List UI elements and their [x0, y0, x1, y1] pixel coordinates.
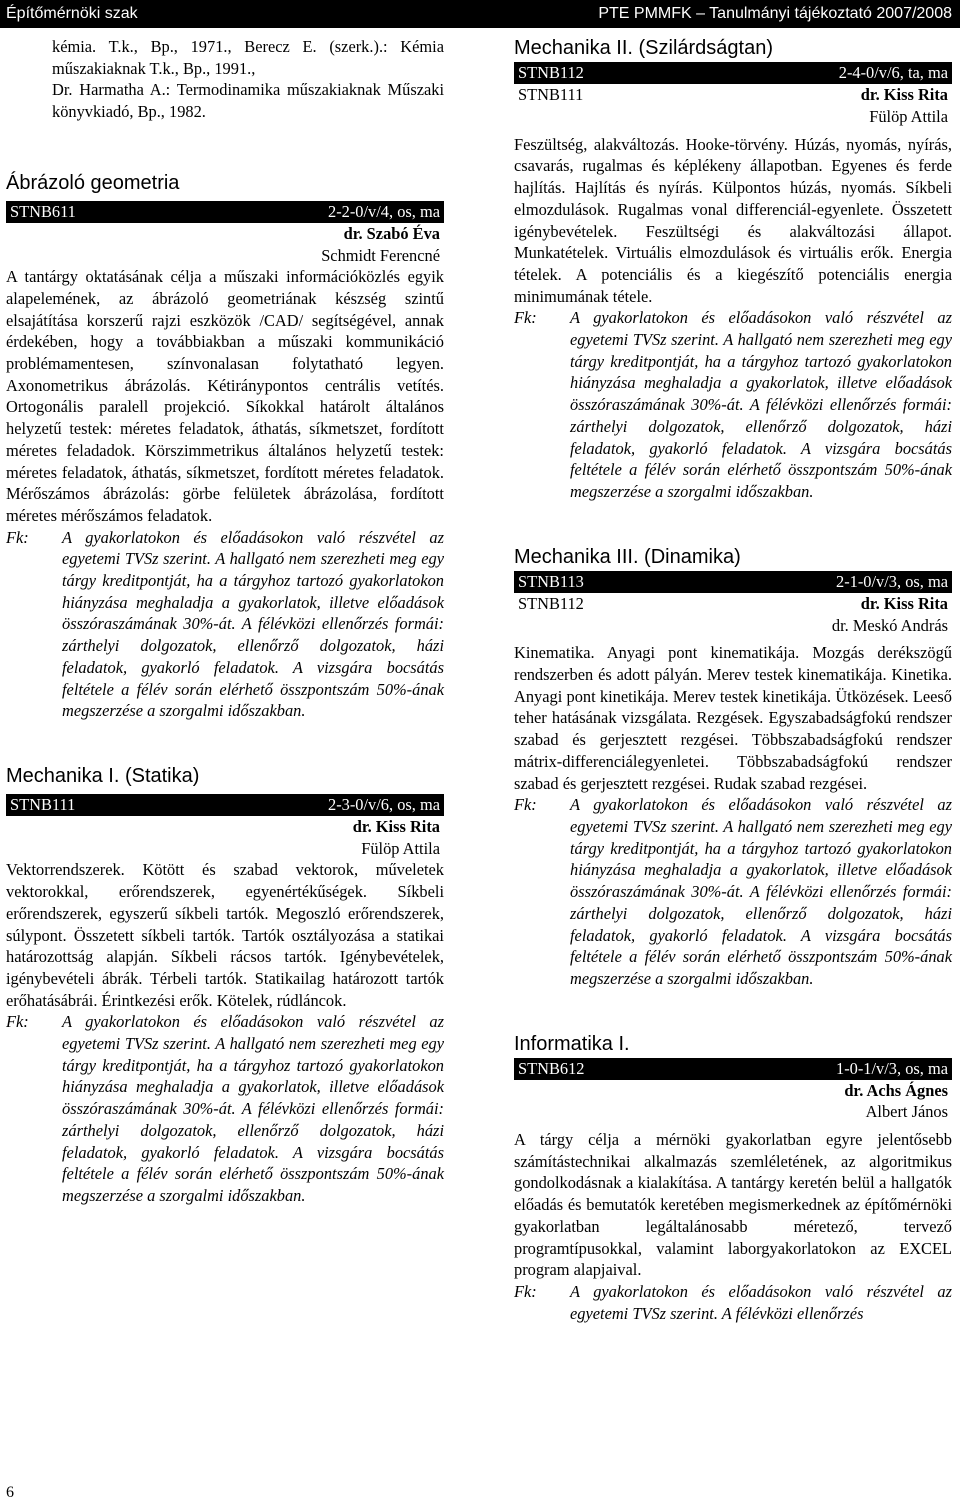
course-lecturer: dr. Kiss Rita: [352, 816, 440, 836]
requirements-label: Fk:: [514, 308, 537, 328]
right-column: [514, 36, 952, 1324]
requirements-text: A gyakorlatokon és előadásokon való részvétel az egyetemi TVSz szerint. A hallgató nem szerezheti meg egy tárgy kreditpontját, ha a tárgyhoz tartozó gyakorlatokon hiányzása meghaladja a gyakorlatok, illetve előadások összóraszámának 30%-át. A félévközi ellenőrzés formái: zárthelyi dolgozatok, ellenőrző dolgozatok, házi feladatok, gyakorló feladatok. A vizsgára bocsátás feltétele a félév során elérhető összpontszám 50%-ának megszerzése a szorgalmi időszakban.: [570, 308, 952, 501]
course-description: Kinematika. Anyagi pont kinematikája. Mozgás derékszögű rendszerben és adott pályán. Merev testek kinematikája. Kinetika. Anyagi pont kinetikája. Merev testek kinetikája. Ütközések. Leeső teher hatásának vizsgálata. Rezgések. Egyszabadságfokú rendszer szabad és gerjesztett rezgései. Többszabadságfokú rendszer mátrix-differenciálegyenletei. Többszabadságfokú rendszer szabad és gerjesztett rezgései. Rudak szabad rezgései.: [514, 643, 952, 793]
course-lecturer: dr. Szabó Éva: [343, 223, 440, 243]
course-code-bar: [514, 571, 952, 593]
page-number: 6: [6, 1484, 14, 1501]
course-requirements: [6, 527, 444, 722]
course-instructor: Fülöp Attila: [361, 838, 440, 858]
course-code: STNB113: [518, 571, 584, 591]
course-requirements: [6, 1011, 444, 1206]
course-lecturer: dr. Kiss Rita: [860, 593, 948, 613]
course-code-bar: [514, 1058, 952, 1080]
course-title: Mechanika III. (Dinamika): [514, 545, 741, 568]
course-instructor: Fülöp Attila: [869, 107, 948, 126]
course-lecturer: dr. Achs Ágnes: [844, 1080, 948, 1100]
header-left: Építőmérnöki szak: [6, 5, 138, 22]
course-description: Vektorrendszerek. Kötött és szabad vektorok, műveletek vektorokkal, erőrendszerek, egyenértékűségek. Síkbeli erőrendszerek, egyszerű síkbeli tartók. Megoszló erőrendszerek, súlypont. Összetett síkbeli tartók. Tartók osztályozása a statikai határozottság alapján. Síkbeli rácsos tartók. Igénybevételek, igénybevételi ábrák. Térbeli tartók. Statikailag határozott tartók erőhatásábrái. Érintkezési erők. Kötelek, rúdláncok.: [6, 860, 444, 1010]
course-code: STNB111: [10, 794, 76, 814]
course-prereq-row: [514, 593, 952, 615]
course-mechanika-2: [514, 36, 952, 503]
course-credits: 1-0-1/v/3, os, ma: [836, 1058, 948, 1078]
course-requirements: [514, 1281, 952, 1324]
course-code-bar: [6, 794, 444, 816]
course-credits: 2-2-0/v/4, os, ma: [328, 201, 440, 221]
course-abrazolo-geometria: [6, 171, 444, 722]
reference-item: kémia. T.k., Bp., 1971., Berecz E. (szerk.).: Kémia műszakiaknak T.k., Bp., 1991.,: [52, 37, 444, 78]
requirements-label: Fk:: [6, 1012, 29, 1032]
course-informatika-1: [514, 1032, 952, 1325]
course-title: Mechanika I. (Statika): [6, 764, 200, 787]
course-code: STNB611: [10, 201, 76, 221]
reference-list: [6, 36, 444, 123]
course-code-bar: [514, 62, 952, 84]
reference-item: Dr. Harmatha A.: Termodinamika műszakiaknak Műszaki könyvkiadó, Bp., 1982.: [52, 80, 444, 122]
requirements-text: A gyakorlatokon és előadásokon való részvétel az egyetemi TVSz szerint. A hallgató nem szerezheti meg egy tárgy kreditpontját, ha a tárgyhoz tartozó gyakorlatokon hiányzása meghaladja a gyakorlatok, illetve előadások összóraszámának 30%-át. A félévközi ellenőrzés formái: zárthelyi dolgozatok, ellenőrző dolgozatok, házi feladatok, gyakorló feladatok. A vizsgára bocsátás feltétele a félév során elérhető összpontszám 50%-ának megszerzése a szorgalmi időszakban.: [62, 1012, 444, 1205]
left-column: [6, 36, 444, 1207]
course-title: Informatika I.: [514, 1032, 630, 1055]
course-credits: 2-1-0/v/3, os, ma: [836, 571, 948, 591]
course-credits: 2-4-0/v/6, ta, ma: [838, 63, 948, 82]
requirements-text: A gyakorlatokon és előadásokon való részvétel az egyetemi TVSz szerint. A félévközi ellenőrzés: [570, 1281, 952, 1323]
course-instructor: dr. Meskó András: [831, 615, 948, 635]
requirements-text: A gyakorlatokon és előadásokon való részvétel az egyetemi TVSz szerint. A hallgató nem szerezheti meg egy tárgy kreditpontját, ha a tárgyhoz tartozó gyakorlatokon hiányzása meghaladja a gyakorlatok, illetve előadások összóraszámának 30%-át. A félévközi ellenőrzés formái: zárthelyi dolgozatok, ellenőrző dolgozatok, házi feladatok, gyakorló feladatok. A vizsgára bocsátás feltétele a félév során elérhető összpontszám 50%-ának megszerzése a szorgalmi időszakban.: [570, 795, 952, 988]
course-description: Feszültség, alakváltozás. Hooke-törvény. Húzás, nyomás, nyírás, csavarás, rugalmas és képlékeny állapotban. Egyenes és ferde hajlítás. Hajlítás és nyírás. Külpontos húzás, nyomás. Síkbeli elmozdulások. Rugalmas vonal differenciál-egyenlete. Összetett igénybevételek. Feszültségi és alakváltozási állapot. Munkatételek. Virtuális elmozdulások és virtuális erők. Energia tételek. A potenciális és a kiegészítő potenciális energia minimumának tétele.: [514, 134, 952, 306]
course-requirements: [514, 794, 952, 989]
course-lecturer: dr. Kiss Rita: [860, 85, 948, 104]
course-credits: 2-3-0/v/6, os, ma: [328, 794, 440, 814]
page-header: [0, 0, 960, 28]
course-code-bar: [6, 201, 444, 223]
course-requirements: [514, 307, 952, 502]
course-prereq-row: [514, 84, 952, 106]
course-prerequisite: STNB112: [518, 593, 584, 613]
requirements-label: Fk:: [514, 1281, 537, 1301]
course-title: Mechanika II. (Szilárdságtan): [514, 37, 774, 59]
course-description: A tantárgy oktatásának célja a műszaki információközlés egyik alapelemének, az ábrázoló geometriának készség szintű elsajátítása korszerű rajzi eszközök /CAD/ segítségével, annak érdekében, hogy a továbbiakban a műszaki kommunikáció problémamentesen, színvonalasan folytatható legyen. Axonometrikus ábrázolás. Kétiránypontos centrális vetítés. Ortogonális paralell projekció. Síkokkal határolt általános helyzetű testek: méretes feladatok, áthatás, síkmetszet, fordított méretes feladadok. Körszimmetrikus általános helyzetű testek: méretes feladatok, áthatás, síkmetszet, fordított méretes feladatok. Mérőszámos ábrázolás: görbe felületek ábrázolása, fordított méretes mérőszámos feladatok.: [6, 267, 444, 525]
course-description: A tárgy célja a mérnöki gyakorlatban egyre jelentősebb számítástechnikai alkalmazás szemléletének, az algoritmikus gondolkodásnak a kialakítása. A tantárgy keretén belül a hallgatók előadás és bemutatók keretében megismerkednek az építőmérnöki gyakorlatban legáltalánosabb méretező, tervező programtípusokkal, valamint laborgyakorlatokon az EXCEL program alapjaival.: [514, 1130, 952, 1280]
requirements-label: Fk:: [6, 527, 29, 547]
course-code: STNB612: [518, 1058, 585, 1078]
course-mechanika-1: [6, 764, 444, 1207]
requirements-label: Fk:: [514, 795, 537, 815]
course-instructor: Schmidt Ferencné: [321, 245, 440, 265]
course-prerequisite: STNB111: [518, 85, 584, 104]
course-title: Ábrázoló geometria: [6, 171, 180, 194]
course-mechanika-3: [514, 545, 952, 990]
header-right: PTE PMMFK – Tanulmányi tájékoztató 2007/2008: [598, 5, 952, 22]
requirements-text: A gyakorlatokon és előadásokon való részvétel az egyetemi TVSz szerint. A hallgató nem szerezheti meg egy tárgy kreditpontját, ha a tárgyhoz tartozó gyakorlatokon hiányzása meghaladja a gyakorlatok, illetve előadások összóraszámának 30%-át. A félévközi ellenőrzés formái: zárthelyi dolgozatok, ellenőrző dolgozatok, házi feladatok, gyakorló feladatok. A vizsgára bocsátás feltétele a félév során elérhető összpontszám 50%-ának megszerzése a szorgalmi időszakban.: [62, 527, 444, 721]
course-code: STNB112: [518, 63, 584, 82]
course-instructor: Albert János: [865, 1102, 948, 1122]
